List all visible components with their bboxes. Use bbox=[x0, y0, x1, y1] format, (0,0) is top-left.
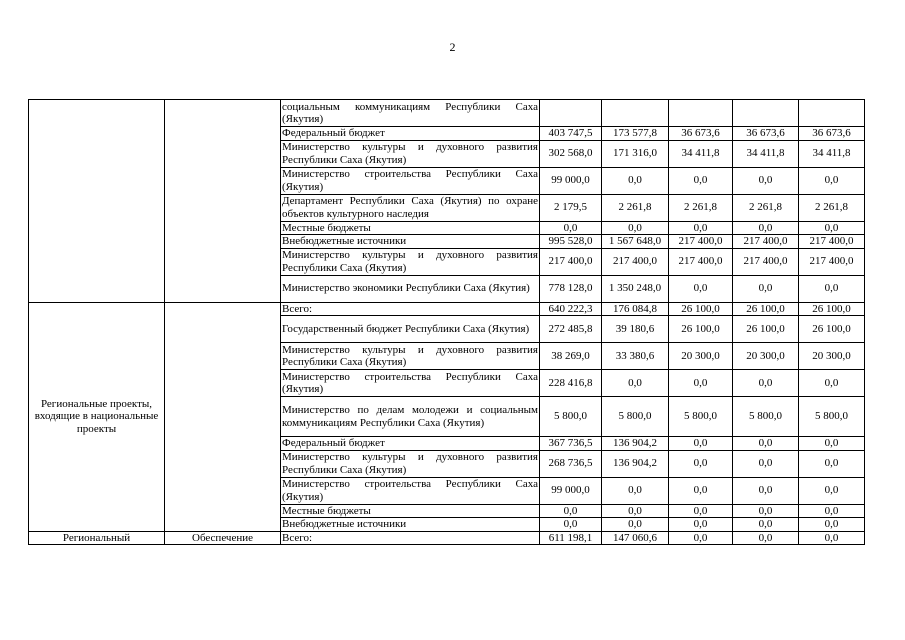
value-cell: 36 673,6 bbox=[669, 127, 733, 141]
source-name: Министерство культуры и духовного развития Республики Саха (Якутия) bbox=[282, 451, 538, 476]
value-cell: 0,0 bbox=[602, 518, 669, 532]
value-cell: 217 400,0 bbox=[733, 248, 799, 275]
value-cell: 217 400,0 bbox=[669, 248, 733, 275]
value-cell: 0,0 bbox=[602, 370, 669, 397]
value-cell: 0,0 bbox=[733, 437, 799, 451]
value-cell: 136 904,2 bbox=[602, 450, 669, 477]
value-cell: 2 179,5 bbox=[540, 194, 602, 221]
value-cell: 0,0 bbox=[733, 450, 799, 477]
source-name: социальным коммуникациям Республики Саха (Якутия) bbox=[282, 100, 538, 125]
value-cell: 217 400,0 bbox=[602, 248, 669, 275]
value-cell: 0,0 bbox=[669, 275, 733, 302]
value-cell: 176 084,8 bbox=[602, 302, 669, 316]
value-cell: 173 577,8 bbox=[602, 127, 669, 141]
value-cell: 0,0 bbox=[669, 167, 733, 194]
value-cell: 39 180,6 bbox=[602, 316, 669, 343]
value-cell: 778 128,0 bbox=[540, 275, 602, 302]
value-cell: 272 485,8 bbox=[540, 316, 602, 343]
value-cell: 0,0 bbox=[799, 437, 865, 451]
source-name: Министерство строительства Республики Саха (Якутия) bbox=[282, 168, 538, 193]
value-cell: 5 800,0 bbox=[602, 397, 669, 437]
value-cell: 0,0 bbox=[669, 221, 733, 235]
source-name: Министерство культуры и духовного развития Республики Саха (Якутия) bbox=[282, 249, 538, 274]
table-row bbox=[29, 100, 865, 127]
regional-label: Региональный bbox=[29, 531, 165, 545]
value-cell: 5 800,0 bbox=[669, 397, 733, 437]
value-cell: 0,0 bbox=[669, 504, 733, 518]
value-cell: 20 300,0 bbox=[733, 343, 799, 370]
source-name: Всего: bbox=[281, 302, 540, 316]
table-row bbox=[29, 302, 865, 316]
value-cell: 147 060,6 bbox=[602, 531, 669, 545]
source-name: Государственный бюджет Республики Саха (Якутия) bbox=[281, 316, 540, 343]
source-name: Федеральный бюджет bbox=[281, 437, 540, 451]
value-cell: 26 100,0 bbox=[733, 316, 799, 343]
value-cell: 217 400,0 bbox=[669, 235, 733, 249]
program-name-cell bbox=[29, 100, 165, 303]
value-cell: 1 567 648,0 bbox=[602, 235, 669, 249]
value-cell: 36 673,6 bbox=[733, 127, 799, 141]
value-cell: 0,0 bbox=[602, 477, 669, 504]
source-name: Министерство экономики Республики Саха (Якутия) bbox=[281, 275, 540, 302]
value-cell: 995 528,0 bbox=[540, 235, 602, 249]
value-cell: 0,0 bbox=[733, 477, 799, 504]
value-cell: 5 800,0 bbox=[733, 397, 799, 437]
value-cell: 217 400,0 bbox=[733, 235, 799, 249]
value-cell: 0,0 bbox=[540, 221, 602, 235]
value-cell: 0,0 bbox=[799, 221, 865, 235]
value-cell: 33 380,6 bbox=[602, 343, 669, 370]
value-cell: 0,0 bbox=[540, 504, 602, 518]
value-cell: 268 736,5 bbox=[540, 450, 602, 477]
value-cell: 0,0 bbox=[799, 477, 865, 504]
value-cell: 26 100,0 bbox=[799, 316, 865, 343]
value-cell: 0,0 bbox=[669, 477, 733, 504]
value-cell: 34 411,8 bbox=[799, 140, 865, 167]
source-name: Внебюджетные источники bbox=[281, 518, 540, 532]
source-name: Департамент Республики Саха (Якутия) по охране объектов культурного наследия bbox=[282, 195, 538, 220]
value-cell: 611 198,1 bbox=[540, 531, 602, 545]
value-cell bbox=[733, 100, 799, 127]
regional-projects-label: Региональные проекты, входящие в национальные проекты bbox=[29, 302, 165, 531]
budget-table-body bbox=[29, 100, 865, 545]
source-name: Всего: bbox=[281, 531, 540, 545]
value-cell: 0,0 bbox=[669, 518, 733, 532]
value-cell: 0,0 bbox=[799, 275, 865, 302]
value-cell: 26 100,0 bbox=[669, 316, 733, 343]
value-cell: 0,0 bbox=[733, 370, 799, 397]
table-row bbox=[29, 531, 865, 545]
value-cell: 2 261,8 bbox=[602, 194, 669, 221]
value-cell: 26 100,0 bbox=[669, 302, 733, 316]
source-name: Министерство культуры и духовного развития Республики Саха (Якутия) bbox=[282, 343, 538, 368]
source-name: Министерство строительства Республики Саха (Якутия) bbox=[282, 370, 538, 395]
value-cell bbox=[540, 100, 602, 127]
source-name: Федеральный бюджет bbox=[281, 127, 540, 141]
value-cell: 0,0 bbox=[602, 504, 669, 518]
value-cell: 36 673,6 bbox=[799, 127, 865, 141]
value-cell: 0,0 bbox=[799, 370, 865, 397]
value-cell: 0,0 bbox=[669, 370, 733, 397]
value-cell: 5 800,0 bbox=[540, 397, 602, 437]
value-cell: 0,0 bbox=[799, 504, 865, 518]
value-cell: 0,0 bbox=[669, 531, 733, 545]
value-cell: 0,0 bbox=[733, 275, 799, 302]
value-cell: 20 300,0 bbox=[669, 343, 733, 370]
value-cell: 0,0 bbox=[733, 531, 799, 545]
regional-projects-type-cell bbox=[165, 302, 281, 531]
value-cell bbox=[602, 100, 669, 127]
value-cell: 0,0 bbox=[799, 167, 865, 194]
value-cell: 228 416,8 bbox=[540, 370, 602, 397]
value-cell: 0,0 bbox=[799, 518, 865, 532]
value-cell: 0,0 bbox=[733, 221, 799, 235]
value-cell: 217 400,0 bbox=[540, 248, 602, 275]
value-cell: 26 100,0 bbox=[799, 302, 865, 316]
value-cell: 34 411,8 bbox=[669, 140, 733, 167]
value-cell bbox=[799, 100, 865, 127]
value-cell: 0,0 bbox=[733, 504, 799, 518]
value-cell: 0,0 bbox=[733, 518, 799, 532]
value-cell: 99 000,0 bbox=[540, 167, 602, 194]
value-cell: 136 904,2 bbox=[602, 437, 669, 451]
source-name: Местные бюджеты bbox=[281, 504, 540, 518]
source-name: Министерство по делам молодежи и социальным коммуникациям Республики Саха (Якутия) bbox=[281, 397, 540, 437]
value-cell: 0,0 bbox=[733, 167, 799, 194]
value-cell: 0,0 bbox=[799, 531, 865, 545]
value-cell: 1 350 248,0 bbox=[602, 275, 669, 302]
value-cell: 217 400,0 bbox=[799, 248, 865, 275]
value-cell: 34 411,8 bbox=[733, 140, 799, 167]
source-name: Министерство строительства Республики Саха (Якутия) bbox=[282, 478, 538, 503]
value-cell: 0,0 bbox=[540, 518, 602, 532]
value-cell: 38 269,0 bbox=[540, 343, 602, 370]
value-cell: 367 736,5 bbox=[540, 437, 602, 451]
source-name: Внебюджетные источники bbox=[281, 235, 540, 249]
value-cell: 2 261,8 bbox=[799, 194, 865, 221]
budget-table bbox=[28, 99, 865, 545]
source-name: Местные бюджеты bbox=[281, 221, 540, 235]
value-cell: 0,0 bbox=[669, 437, 733, 451]
program-type-cell bbox=[165, 100, 281, 303]
value-cell: 0,0 bbox=[602, 167, 669, 194]
page-number: 2 bbox=[449, 40, 456, 54]
value-cell: 99 000,0 bbox=[540, 477, 602, 504]
value-cell: 0,0 bbox=[602, 221, 669, 235]
value-cell: 26 100,0 bbox=[733, 302, 799, 316]
provision-label: Обеспечение bbox=[165, 531, 281, 545]
value-cell: 20 300,0 bbox=[799, 343, 865, 370]
value-cell: 217 400,0 bbox=[799, 235, 865, 249]
source-name: Министерство культуры и духовного развития Республики Саха (Якутия) bbox=[282, 141, 538, 166]
value-cell: 5 800,0 bbox=[799, 397, 865, 437]
value-cell: 0,0 bbox=[799, 450, 865, 477]
value-cell: 302 568,0 bbox=[540, 140, 602, 167]
value-cell bbox=[669, 100, 733, 127]
value-cell: 2 261,8 bbox=[733, 194, 799, 221]
value-cell: 640 222,3 bbox=[540, 302, 602, 316]
value-cell: 2 261,8 bbox=[669, 194, 733, 221]
value-cell: 403 747,5 bbox=[540, 127, 602, 141]
value-cell: 171 316,0 bbox=[602, 140, 669, 167]
value-cell: 0,0 bbox=[669, 450, 733, 477]
